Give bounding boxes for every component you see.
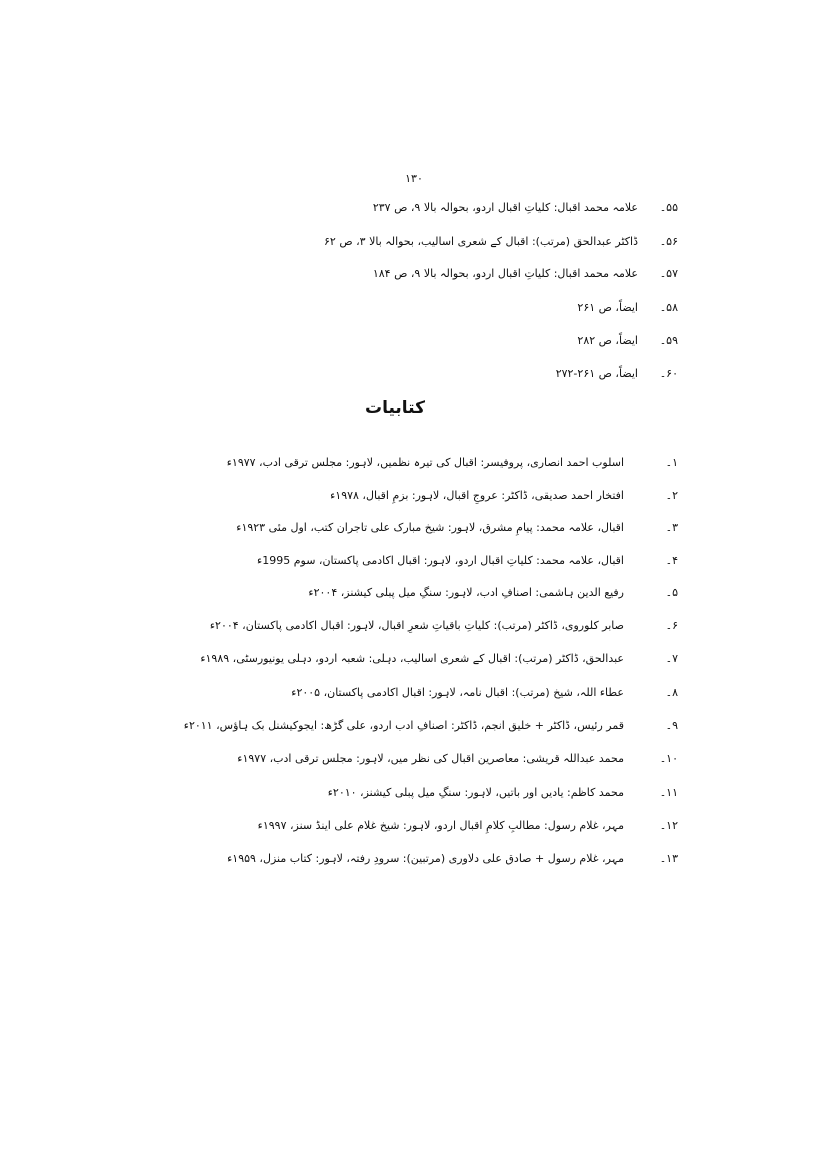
- bibliography-text: اسلوب احمد انصاری، پروفیسر: اقبال کی تیرہ نظمیں، لاہور: مجلس ترقی ادب، ۱۹۷۷ء: [226, 456, 624, 469]
- note-55: [373, 198, 678, 218]
- bibliography-number: ۱۳۔: [659, 852, 678, 865]
- bibliography-text: قمر رئیس، ڈاکٹر + خلیق انجم، ڈاکٹر: اصنافِ ادب اردو، علی گڑھ: ایجوکیشنل بک ہاؤس، ۲۰۱۱ء: [183, 719, 624, 732]
- bibliography-item-4: [257, 551, 678, 571]
- bibliography-number: ۱۔: [665, 456, 678, 469]
- note-number: ۵۵۔: [659, 201, 678, 214]
- bibliography-number: ۴۔: [665, 554, 678, 567]
- bibliography-number: ۱۰۔: [659, 752, 678, 765]
- note-60: [556, 364, 678, 384]
- bibliography-item-5: [308, 583, 678, 603]
- note-number: ۵۷۔: [659, 267, 678, 280]
- bibliography-item-12: [258, 816, 678, 836]
- bibliography-item-10: [237, 749, 678, 769]
- bibliography-item-2: [330, 486, 678, 506]
- bibliography-item-6: [210, 616, 678, 636]
- bibliography-item-11: [328, 783, 678, 803]
- note-59: [577, 331, 678, 351]
- note-text: ایضاً، ص ۲۸۲: [577, 334, 638, 347]
- bibliography-item-13: [227, 849, 678, 869]
- note-number: ۶۰۔: [659, 367, 678, 380]
- bibliography-number: ۸۔: [665, 686, 678, 699]
- bibliography-text: صابر کلوروی، ڈاکٹر (مرتب): کلیاتِ باقیاتِ شعرِ اقبال، لاہور: اقبال اکادمی پاکستان، ۲۰۰۴ء: [209, 619, 624, 632]
- note-text: علامہ محمد اقبال: کلیاتِ اقبال اردو، بحوالہ بالا ۹، ص ۱۸۴: [372, 267, 638, 280]
- note-text: علامہ محمد اقبال: کلیاتِ اقبال اردو، بحوالہ بالا ۹، ص ۲۳۷: [372, 201, 638, 214]
- bibliography-text: رفیع الدین ہاشمی: اصنافِ ادب، لاہور: سنگِ میل پبلی کیشنز، ۲۰۰۴ء: [308, 586, 624, 599]
- bibliography-text: عطاء اللہ، شیخ (مرتب): اقبال نامہ، لاہور: اقبال اکادمی پاکستان، ۲۰۰۵ء: [291, 686, 624, 699]
- bibliography-item-7: [200, 649, 678, 669]
- bibliography-text: اقبال، علامہ محمد: کلیاتِ اقبال اردو، لاہور: اقبال اکادمی پاکستان، سوم 1995ء: [257, 554, 624, 567]
- bibliography-text: مہر، غلام رسول: مطالبِ کلامِ اقبال اردو، لاہور: شیخ غلام علی اینڈ سنز، ۱۹۹۷ء: [257, 819, 624, 832]
- note-text: ڈاکٹر عبدالحق (مرتب): اقبال کے شعری اسالیب، بحوالہ بالا ۳، ص ۶۲: [324, 235, 638, 248]
- bibliography-text: محمد عبداللہ قریشی: معاصرین اقبال کی نظر میں، لاہور: مجلس ترقی ادب، ۱۹۷۷ء: [237, 752, 624, 765]
- note-number: ۵۹۔: [659, 334, 678, 347]
- note-number: ۵۶۔: [659, 235, 678, 248]
- note-number: ۵۸۔: [659, 301, 678, 314]
- bibliography-item-3: [236, 518, 678, 538]
- bibliography-text: مہر، غلام رسول + صادق علی دلاوری (مرتبین): سرودِ رفتہ، لاہور: کتاب منزل، ۱۹۵۹ء: [227, 852, 624, 865]
- bibliography-heading: کتابیات: [365, 398, 425, 418]
- bibliography-number: ۲۔: [665, 489, 678, 502]
- bibliography-item-8: [291, 683, 678, 703]
- page-number: ۱۳۰: [405, 172, 423, 185]
- note-58: [577, 298, 678, 318]
- note-text: ایضاً، ص ۲۶۱-۲۷۲: [555, 367, 638, 380]
- bibliography-number: ۵۔: [665, 586, 678, 599]
- bibliography-number: ۱۲۔: [659, 819, 678, 832]
- bibliography-item-9: [184, 716, 678, 736]
- bibliography-number: ۶۔: [665, 619, 678, 632]
- note-text: ایضاً، ص ۲۶۱: [577, 301, 638, 314]
- bibliography-text: افتخار احمد صدیقی، ڈاکٹر: عروجِ اقبال، لاہور: بزمِ اقبال، ۱۹۷۸ء: [330, 489, 624, 502]
- bibliography-text: عبدالحق، ڈاکٹر (مرتب): اقبال کے شعری اسالیب، دہلی: شعبہ اردو، دہلی یونیورسٹی، ۱۹۸۹ء: [200, 652, 624, 665]
- bibliography-number: ۷۔: [665, 652, 678, 665]
- note-56: [324, 232, 678, 252]
- bibliography-item-1: [227, 453, 678, 473]
- bibliography-text: اقبال، علامہ محمد: پیامِ مشرق، لاہور: شیخ مبارک علی تاجران کتب، اول مئی ۱۹۲۳ء: [236, 521, 624, 534]
- note-57: [373, 264, 678, 284]
- bibliography-number: ۱۱۔: [659, 786, 678, 799]
- bibliography-number: ۳۔: [665, 521, 678, 534]
- bibliography-text: محمد کاظم: یادیں اور باتیں، لاہور: سنگِ میل پبلی کیشنز، ۲۰۱۰ء: [327, 786, 624, 799]
- bibliography-number: ۹۔: [665, 719, 678, 732]
